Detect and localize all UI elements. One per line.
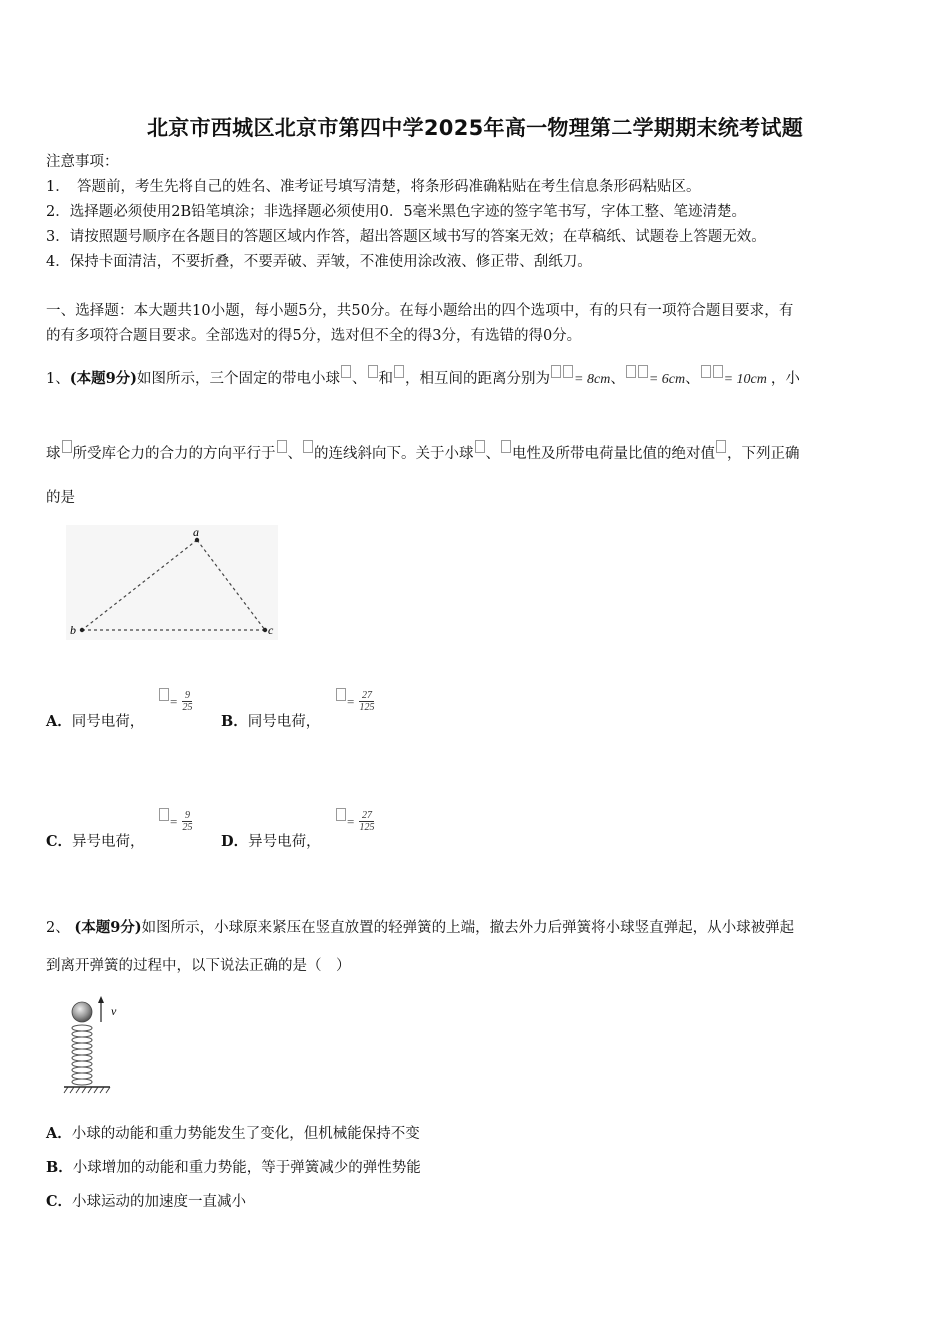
symbol-placeholder bbox=[501, 440, 511, 453]
option-letter: D． bbox=[221, 833, 249, 850]
q1-and: 和 bbox=[378, 371, 394, 387]
option-letter: A． bbox=[46, 713, 72, 730]
label-b: b bbox=[70, 623, 76, 637]
q1-line2e: ，下列正确 bbox=[727, 446, 800, 462]
note-item-1: 1． 答题前，考生先将自己的姓名、准考证号填写清楚，将条形码准确粘贴在考生信息条形码粘贴区。 bbox=[46, 179, 701, 195]
label-c: c bbox=[268, 623, 274, 637]
q1-option-a-formula bbox=[158, 688, 192, 713]
symbol-placeholder bbox=[159, 688, 169, 701]
q1-option-d-formula bbox=[335, 808, 374, 833]
q2-number: 2、 bbox=[46, 920, 70, 936]
q2-line2: 到离开弹簧的过程中，以下说法正确的是（ ） bbox=[46, 958, 351, 974]
option-letter: B． bbox=[221, 713, 248, 730]
symbol-placeholder bbox=[713, 365, 723, 378]
q1-text1: 如图所示，三个固定的带电小球 bbox=[137, 371, 341, 387]
symbol-placeholder bbox=[159, 808, 169, 821]
symbol-placeholder bbox=[341, 365, 351, 378]
q1-line2d: 电性及所带电荷量比值的绝对值 bbox=[512, 446, 715, 462]
q2-text1: 如图所示，小球原来紧压在竖直放置的轻弹簧的上端，撤去外力后弹簧将小球竖直弹起，从小球被弹起 bbox=[141, 920, 795, 936]
q1-number: 1、 bbox=[46, 371, 70, 387]
symbol-placeholder bbox=[62, 440, 72, 453]
fraction-numerator: 27 bbox=[359, 810, 374, 822]
section-instructions-line2: 的有多项符合题目要求。全部选对的得5分，选对但不全的得3分，有选错的得0分。 bbox=[46, 328, 582, 344]
symbol-placeholder bbox=[626, 365, 636, 378]
q1-sep: 、 bbox=[287, 446, 302, 462]
q1-option-b-formula bbox=[335, 688, 374, 713]
velocity-label: v bbox=[111, 1004, 117, 1018]
option-text: 同号电荷， bbox=[71, 714, 145, 730]
velocity-arrow-icon bbox=[98, 996, 104, 1003]
q2-option-c[interactable] bbox=[46, 1192, 246, 1212]
triangle-diagram bbox=[66, 525, 278, 640]
option-letter: C． bbox=[46, 1193, 73, 1210]
equals-sign: = bbox=[170, 694, 178, 709]
q1-option-a[interactable] bbox=[46, 712, 144, 732]
q1-option-c-formula bbox=[158, 808, 192, 833]
note-item-4: 4．保持卡面清洁，不要折叠，不要弄破、弄皱，不准使用涂改液、修正带、刮纸刀。 bbox=[46, 254, 592, 270]
q2-option-a[interactable] bbox=[46, 1124, 420, 1144]
option-text: 异号电荷， bbox=[248, 834, 321, 850]
q1-sep: 、 bbox=[485, 446, 500, 462]
fraction-denominator: 25 bbox=[182, 702, 193, 713]
q1-option-d[interactable] bbox=[221, 832, 321, 852]
ball bbox=[72, 1002, 92, 1022]
option-text: 同号电荷， bbox=[247, 714, 321, 730]
option-text: 小球增加的动能和重力势能，等于弹簧减少的弹性势能 bbox=[72, 1160, 421, 1176]
symbol-placeholder bbox=[563, 365, 573, 378]
fraction-numerator: 9 bbox=[182, 810, 192, 822]
symbol-placeholder bbox=[551, 365, 561, 378]
fraction-denominator: 125 bbox=[359, 822, 375, 833]
label-a: a bbox=[193, 525, 199, 539]
equals-sign: = bbox=[347, 814, 355, 829]
q1-line1 bbox=[46, 365, 800, 390]
symbol-placeholder bbox=[638, 365, 648, 378]
option-text: 小球的动能和重力势能发生了变化，但机械能保持不变 bbox=[71, 1126, 420, 1142]
q1-text3: ，小 bbox=[770, 371, 800, 387]
q2-option-b[interactable] bbox=[46, 1158, 421, 1178]
q1-distance-ca: = 10cm bbox=[723, 372, 767, 387]
q1-option-b[interactable] bbox=[221, 712, 320, 732]
spring-diagram bbox=[60, 995, 130, 1100]
option-text: 异号电荷， bbox=[72, 834, 145, 850]
section-instructions-line1: 一、选择题：本大题共10小题，每小题5分，共50分。在每小题给出的四个选项中，有的只有一项符合题目要求，有 bbox=[46, 303, 794, 319]
symbol-placeholder bbox=[336, 688, 346, 701]
note-item-2: 2．选择题必须使用2B铅笔填涂；非选择题必须使用0．5毫米黑色字迹的签字笔书写，字体工整、笔迹清楚。 bbox=[46, 204, 747, 220]
symbol-placeholder bbox=[475, 440, 485, 453]
note-item-3: 3．请按照题号顺序在各题目的答题区域内作答，超出答题区域书写的答案无效；在草稿纸、试题卷上答题无效。 bbox=[46, 229, 766, 245]
q1-line2a: 球 bbox=[46, 446, 61, 462]
q1-sep: 、 bbox=[610, 371, 625, 387]
q1-distance-bc: = 6cm bbox=[648, 372, 686, 387]
charge-b bbox=[80, 628, 84, 632]
symbol-placeholder bbox=[701, 365, 711, 378]
fraction bbox=[359, 690, 374, 713]
ground-hatch bbox=[64, 1087, 110, 1093]
q1-text2: ，相互间的距离分别为 bbox=[405, 371, 551, 387]
symbol-placeholder bbox=[394, 365, 404, 378]
q1-line3: 的是 bbox=[46, 490, 75, 506]
symbol-placeholder bbox=[277, 440, 287, 453]
symbol-placeholder bbox=[716, 440, 726, 453]
option-letter: C． bbox=[46, 833, 73, 850]
fraction-numerator: 27 bbox=[359, 690, 374, 702]
spring-coils bbox=[72, 1025, 92, 1085]
symbol-placeholder bbox=[336, 808, 346, 821]
page-title: 北京市西城区北京市第四中学2025年高一物理第二学期期末统考试题 bbox=[146, 116, 804, 140]
fraction-denominator: 25 bbox=[182, 822, 193, 833]
q1-option-c[interactable] bbox=[46, 832, 145, 852]
q1-sep: 、 bbox=[685, 371, 700, 387]
notes-heading: 注意事项： bbox=[46, 154, 119, 170]
option-letter: A． bbox=[46, 1125, 72, 1142]
diagram-background bbox=[66, 525, 278, 640]
q2-points: (本题9分) bbox=[74, 919, 142, 936]
symbol-placeholder bbox=[303, 440, 313, 453]
option-text: 小球运动的加速度一直减小 bbox=[72, 1194, 247, 1210]
q1-line2b: 所受库仑力的合力的方向平行于 bbox=[72, 446, 276, 462]
charge-c bbox=[263, 628, 267, 632]
fraction bbox=[359, 810, 374, 833]
fraction-numerator: 9 bbox=[182, 690, 192, 702]
q1-line2 bbox=[46, 440, 800, 464]
q1-line2c: 的连线斜向下。关于小球 bbox=[314, 446, 474, 462]
fraction bbox=[182, 810, 192, 833]
equals-sign: = bbox=[347, 694, 355, 709]
q1-points: (本题9分) bbox=[69, 370, 138, 387]
q1-distance-ab: = 8cm bbox=[574, 372, 611, 387]
fraction-denominator: 125 bbox=[359, 702, 375, 713]
q1-sep: 、 bbox=[352, 371, 367, 387]
equals-sign: = bbox=[170, 814, 178, 829]
option-letter: B． bbox=[46, 1159, 73, 1176]
symbol-placeholder bbox=[368, 365, 378, 378]
fraction bbox=[182, 690, 192, 713]
q2-line1 bbox=[46, 918, 794, 938]
